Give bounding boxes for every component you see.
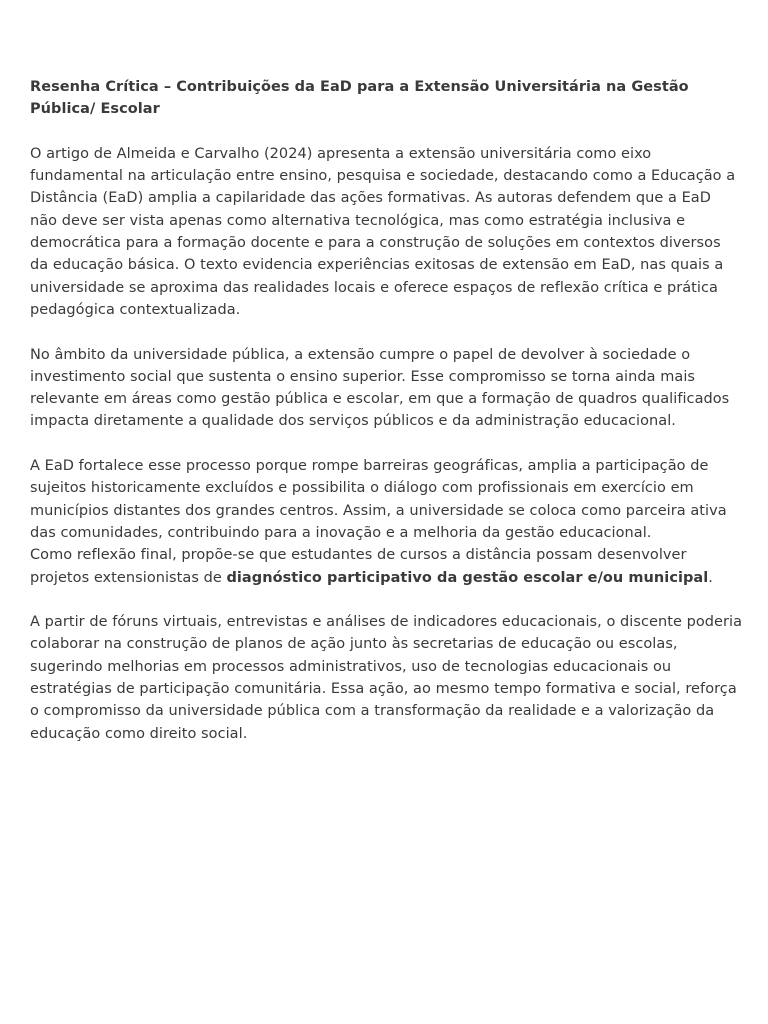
document-body (30, 76, 742, 767)
final-reflection-emphasis: diagnóstico participativo da gestão escolar e/ou municipal (226, 569, 709, 586)
paragraph-intro: O artigo de Almeida e Carvalho (2024) apresenta a extensão universitária como eixo fundamental na articulação entre ensino, pesquisa e sociedade, destacando como a Educação a Distância (EaD) amplia a capilaridade das ações formativas. As autoras defendem que a EaD não deve ser vista apenas como alternativa tecnológica, mas como estratégia inclusiva e democrática para a formação docente e para a construção de soluções em contextos diversos da educação básica. O texto evidencia experiências exitosas de extensão em EaD, nas quais a universidade se aproxima das realidades locais e oferece espaços de reflexão crítica e prática pedagógica contextualizada. (30, 145, 736, 318)
paragraph-final-reflection (30, 544, 742, 589)
paragraph-ead-strengthens: A EaD fortalece esse processo porque rompe barreiras geográficas, amplia a participação de sujeitos historicamente excluídos e possibilita o diálogo com profissionais em exercício em municípios distantes dos grandes centros. Assim, a universidade se coloca como parceira ativa das comunidades, contribuindo para a inovação e a melhoria da gestão educacional. (30, 458, 727, 541)
final-reflection-tail: . (708, 569, 713, 586)
paragraph-public-university: No âmbito da universidade pública, a extensão cumpre o papel de devolver à sociedade o investimento social que sustenta o ensino superior. Esse compromisso se torna ainda mais relevante em áreas como gestão pública e escolar, em que a formação de quadros qualificados impacta diretamente a qualidade dos serviços públicos e da administração educacional. (30, 346, 730, 430)
paragraph-closing: A partir de fóruns virtuais, entrevistas e análises de indicadores educacionais, o discente poderia colaborar na construção de planos de ação junto às secretarias de educação ou escolas, sugerindo melhorias em processos administrativos, uso de tecnologias educacionais ou estratégias de participação comunitária. Essa ação, ao mesmo tempo formativa e social, reforça o compromisso da universidade pública com a transformação da realidade e a valorização da educação como direito social. (30, 614, 743, 742)
document-title: Resenha Crítica – Contribuições da EaD para a Extensão Universitária na Gestão Pública/ Escolar (30, 79, 689, 118)
final-reflection-lead: Como reflexão final, propõe-se que estudantes de cursos a distância possam desenvolver projetos extensionistas de (30, 547, 687, 586)
